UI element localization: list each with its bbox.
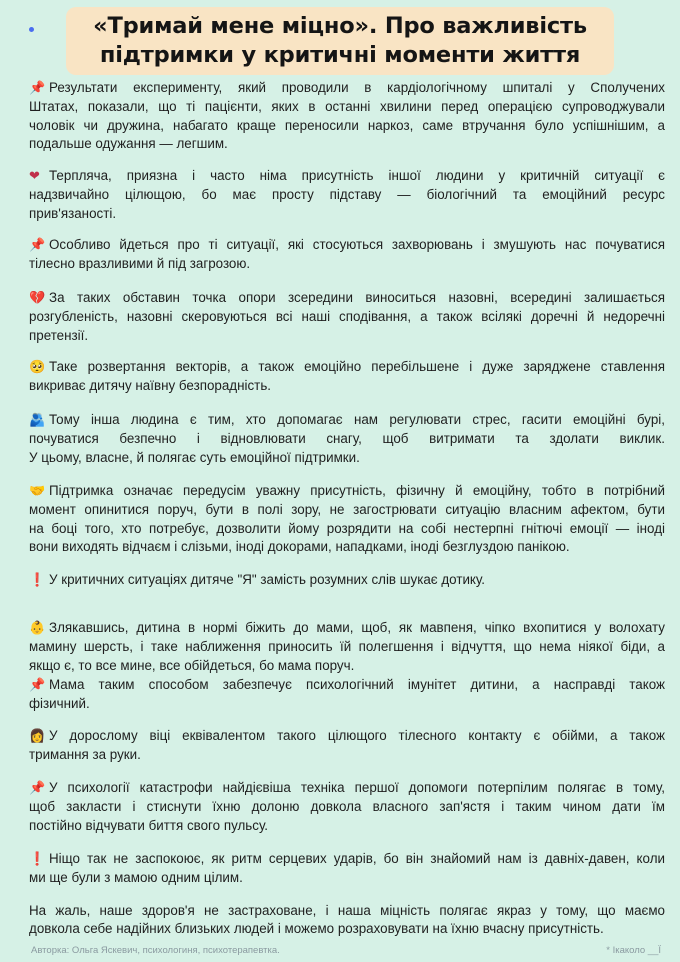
paragraph-13 (29, 850, 665, 888)
exclamation-icon: ❗ (29, 573, 46, 588)
paragraph-line (29, 902, 665, 920)
title-banner (66, 7, 614, 75)
paragraph-7 (29, 482, 665, 556)
paragraph-line (29, 798, 665, 816)
paragraph-line (29, 449, 665, 467)
paragraph-text: претензії. (29, 327, 89, 343)
paragraph-line (29, 236, 665, 255)
paragraph-line (29, 430, 665, 448)
paragraph-text: Таке розвертання векторів, а також емоційно перебільшене і дуже заряджене ставлення (49, 359, 665, 374)
paragraph-text: на боці того, хто потребує, дозволити йому розрядити на собі нестерпні гнітючі емоції — іноді (29, 520, 665, 536)
paragraph-text: Результати експерименту, який проводили в кардіологічному шпиталі у Сполучених (49, 80, 665, 95)
paragraph-text: почуватися безпечно і відновлювати снагу, щоб витримати та здолати виклик. (29, 431, 665, 447)
paragraph-line (29, 695, 665, 713)
paragraph-line (29, 79, 665, 98)
paragraph-2 (29, 167, 665, 223)
paragraph-text: надзвичайно цілющою, бо має просту підставу — біологічний та емоційний ресурс (29, 187, 665, 203)
source-mark: * Ікаколо __Ї (606, 945, 661, 956)
paragraph-text: Терпляча, приязна і часто німа присутність іншої людини у критичній ситуації є (49, 168, 665, 183)
paragraph-10 (29, 676, 665, 714)
paragraph-line (29, 358, 665, 377)
paragraph-text: викриває дитячу наївну безпорадність. (29, 378, 272, 394)
paragraph-text: Злякавшись, дитина в нормі біжить до мами, щоб, як мавпеня, чіпко вхопитися у волохату (49, 620, 665, 635)
paragraph-text: момент опинитися поруч, бути в полі зору, не загострювати ситуацію власним афектом, бути (29, 502, 665, 518)
paragraph-line (29, 538, 665, 556)
paragraph-text: чоловік чи дружина, набагато краще переносили наркоз, саме втручання було успішнішим, а (29, 117, 665, 133)
paragraph-text: тілесно вразливими й під загрозою. (29, 256, 251, 272)
paragraph-line (29, 117, 665, 135)
heart-icon: ❤ (29, 169, 40, 184)
baby-icon: 👶 (29, 621, 46, 636)
paragraph-line (29, 377, 665, 395)
paragraph-text: Тому інша людина є тим, хто допомагає нам регулювати стрес, гасити емоційні бурі, (49, 412, 665, 427)
paragraph-line (29, 289, 665, 308)
paragraph-line (29, 98, 665, 116)
paragraph-14 (29, 902, 665, 939)
footer (31, 945, 661, 956)
handshake-icon: 🤝 (29, 484, 46, 499)
paragraph-line (29, 657, 665, 675)
list-bullet (29, 27, 34, 32)
paragraph-text: ми ще були з мамою одним цілим. (29, 870, 243, 886)
paragraph-line (29, 817, 665, 835)
paragraph-line (29, 327, 665, 345)
paragraph-line (29, 308, 665, 326)
paragraph-3 (29, 236, 665, 274)
pushpin-icon: 📌 (29, 781, 46, 796)
paragraph-text: За таких обставин точка опори зсередини виноситься назовні, всередині залишається (49, 290, 665, 305)
pushpin-icon: 📌 (29, 238, 46, 253)
page-title (93, 12, 587, 70)
paragraph-line (29, 255, 665, 273)
paragraph-line (29, 619, 665, 638)
paragraph-line (29, 727, 665, 746)
paragraph-text: вони виходять відчаєм і слізьми, іноді докорами, нападками, іноді безглуздою панікою. (29, 538, 570, 554)
paragraph-line (29, 501, 665, 519)
broken-heart-icon: 💔 (29, 291, 46, 306)
paragraph-text: тримання за руки. (29, 747, 141, 763)
paragraph-line (29, 411, 665, 430)
paragraph-text: Підтримка означає передусім уважну присутність, фізичну й емоційну, тобто в потрібний (49, 483, 665, 498)
pushpin-icon: 📌 (29, 678, 46, 693)
paragraph-text: фізичний. (29, 696, 90, 712)
paragraph-line (29, 571, 665, 590)
paragraph-text: Штатах, показали, що ті пацієнти, яких в останні хвилини перед операцією супроводжували (29, 99, 665, 115)
paragraph-line (29, 850, 665, 869)
paragraph-line (29, 869, 665, 887)
paragraph-12 (29, 779, 665, 835)
woman-icon: 👩 (29, 729, 46, 744)
paragraph-text: У психології катастрофи найдієвіша техніка першої допомоги потерпілим полягає в тому, (49, 780, 665, 795)
exclamation-icon: ❗ (29, 852, 46, 867)
paragraph-line (29, 520, 665, 538)
paragraph-1 (29, 79, 665, 153)
paragraph-text: щоб закласти і стиснути їхню долоню довкола власного зап'ястя і таким чином дати їм (29, 799, 665, 815)
paragraph-text: Мама таким способом забезпечує психологічний імунітет дитини, а насправді також (49, 677, 665, 692)
pushpin-icon: 📌 (29, 81, 46, 96)
title-line-2: підтримки у критичні моменти життя (99, 42, 581, 68)
paragraph-text: У дорослому віці еквівалентом такого цілющого тілесного контакту є обійми, а також (49, 728, 665, 743)
paragraph-text: Ніщо так не заспокоює, як ритм серцевих ударів, бо він знайомий нам із давніх-давен, коли (49, 851, 665, 866)
paragraph-line (29, 920, 665, 938)
paragraph-text: подальше одужання — легшим. (29, 135, 228, 151)
paragraph-text: мамину шерсть, і таке наближення приносить їй полегшення і відчуття, що нема ніякої біди, а (29, 639, 665, 655)
paragraph-text: довкола себе надійних близьких людей і можемо розраховувати на їхню вчасну присутність. (29, 921, 604, 937)
paragraph-line (29, 482, 665, 501)
paragraph-5 (29, 358, 665, 396)
paragraph-text: У критичних ситуаціях дитяче "Я" замість розумних слів шукає дотику. (49, 572, 486, 587)
paragraph-line (29, 638, 665, 656)
title-line-1: «Тримай мене міцно». Про важливість (93, 13, 587, 39)
paragraph-9 (29, 619, 665, 675)
paragraph-line (29, 205, 665, 223)
paragraph-text: розгубленість, назовні скеровуються всі наші сподівання, а також всілякі доречні й недоречні (29, 309, 665, 325)
paragraph-text: На жаль, наше здоров'я не застраховане, і наша міцність полягає якраз у тому, що маємо (29, 903, 665, 918)
paragraph-line (29, 779, 665, 798)
paragraph-6 (29, 411, 665, 467)
pleading-face-icon: 🥺 (29, 360, 46, 375)
paragraph-line (29, 746, 665, 764)
paragraph-11 (29, 727, 665, 765)
paragraph-line (29, 135, 665, 153)
paragraph-text: прив'язаності. (29, 205, 117, 221)
paragraph-8 (29, 571, 665, 590)
paragraph-4 (29, 289, 665, 345)
paragraph-line (29, 186, 665, 204)
paragraph-text: У цьому, власне, й полягає суть емоційної підтримки. (29, 449, 360, 465)
paragraph-text: якщо є, то все мине, все обійдеться, бо мама поруч. (29, 657, 355, 673)
people-hugging-icon: 🫂 (29, 413, 46, 428)
paragraph-line (29, 676, 665, 695)
paragraph-text: постійно відчувати биття свого пульсу. (29, 817, 269, 833)
paragraph-line (29, 167, 665, 186)
paragraph-text: Особливо йдеться про ті ситуації, які стосуються захворювань і змушують нас почуватися (49, 237, 665, 252)
author-credit: Авторка: Ольга Яскевич, психологиня, психотерапевтка. (31, 945, 280, 956)
